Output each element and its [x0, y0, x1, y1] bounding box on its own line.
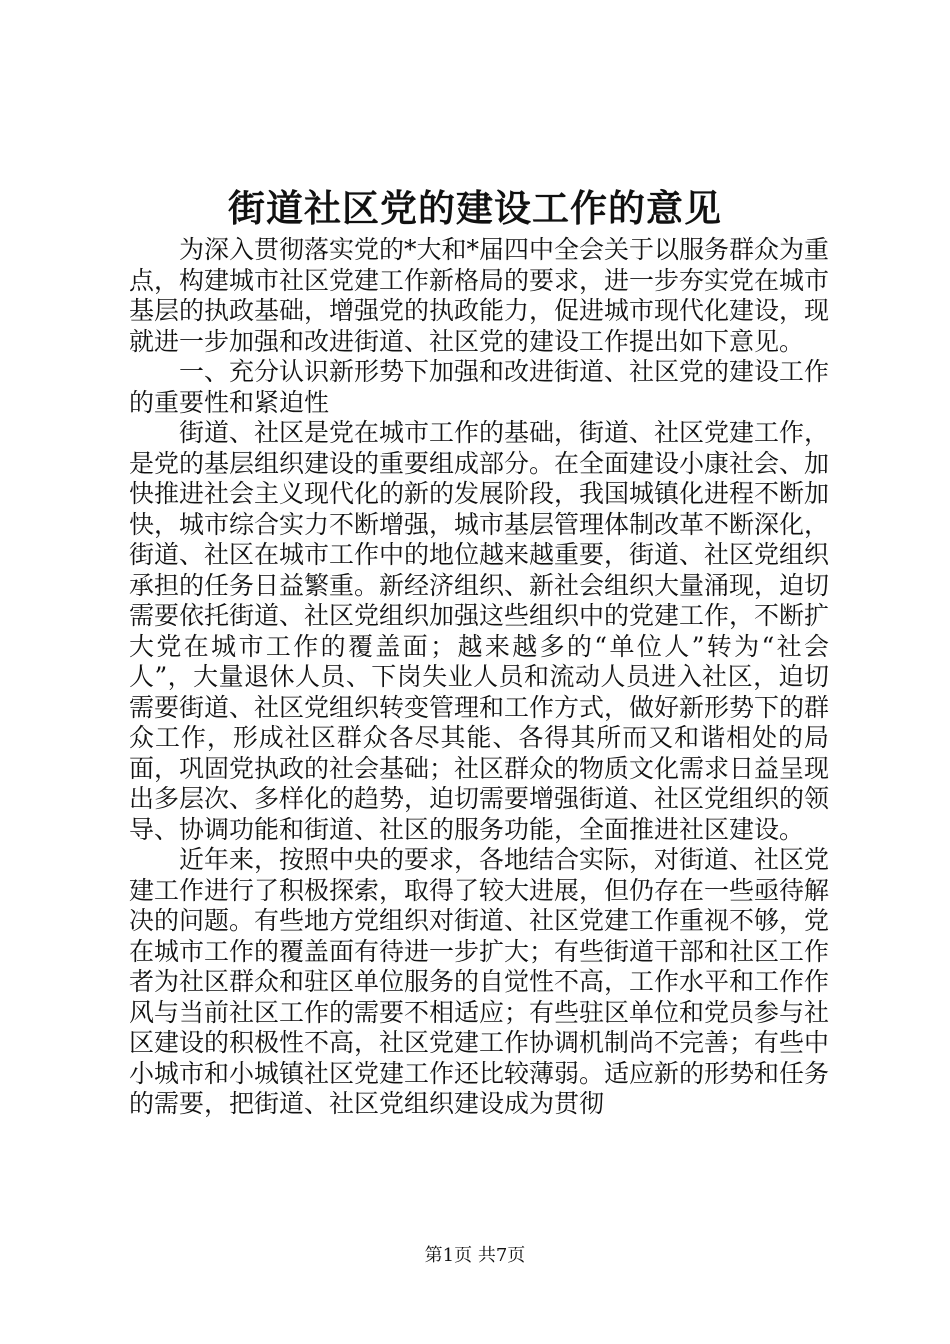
paragraph-background: 街道、社区是党在城市工作的基础，街道、社区党建工作，是党的基层组织建设的重要组成部分。在全面建设小康社会、加快推进社会主义现代化的新的发展阶段，我国城镇化进程不断加快，城市综合实力不断增强，城市基层管理体制改革不断深化，街道、社区在城市工作中的地位越来越重要，街道、社区党组织承担的任务日益繁重。新经济组织、新社会组织大量涌现，迫切需要依托街道、社区党组织加强这些组织中的党建工作，不断扩大党在城市工作的覆盖面；越来越多的“单位人”转为“社会人”，大量退休人员、下岗失业人员和流动人员进入社区，迫切需要街道、社区党组织转变管理和工作方式，做好新形势下的群众工作，形成社区群众各尽其能、各得其所而又和谐相处的局面，巩固党执政的社会基础；社区群众的物质文化需求日益呈现出多层次、多样化的趋势，迫切需要增强街道、社区党组织的领导、协调功能和街道、社区的服务功能，全面推进社区建设。: [129, 418, 830, 844]
paragraph-progress: 近年来，按照中央的要求，各地结合实际，对街道、社区党建工作进行了积极探索，取得了较大进展，但仍存在一些亟待解决的问题。有些地方党组织对街道、社区党建工作重视不够，党在城市工作的覆盖面有待进一步扩大；有些街道干部和社区工作者为社区群众和驻区单位服务的自觉性不高，工作水平和工作作风与当前社区工作的需要不相适应；有些驻区单位和党员参与社区建设的积极性不高，社区党建工作协调机制尚不完善；有些中小城市和小城镇社区党建工作还比较薄弱。适应新的形势和任务的需要，把街道、社区党组织建设成为贯彻: [129, 845, 830, 1118]
page-number-footer: 第1页 共7页: [424, 1245, 526, 1266]
document-body: [129, 235, 829, 1120]
paragraph-section-heading: 一、充分认识新形势下加强和改进街道、社区党的建设工作的重要性和紧迫性: [129, 357, 830, 417]
paragraph-intro: 为深入贯彻落实党的*大和*届四中全会关于以服务群众为重点，构建城市社区党建工作新格局的要求，进一步夯实党在城市基层的执政基础，增强党的执政能力，促进城市现代化建设，现就进一步加强和改进街道、社区党的建设工作提出如下意见。: [129, 235, 830, 356]
document-title: 街道社区党的建设工作的意见: [228, 186, 722, 230]
